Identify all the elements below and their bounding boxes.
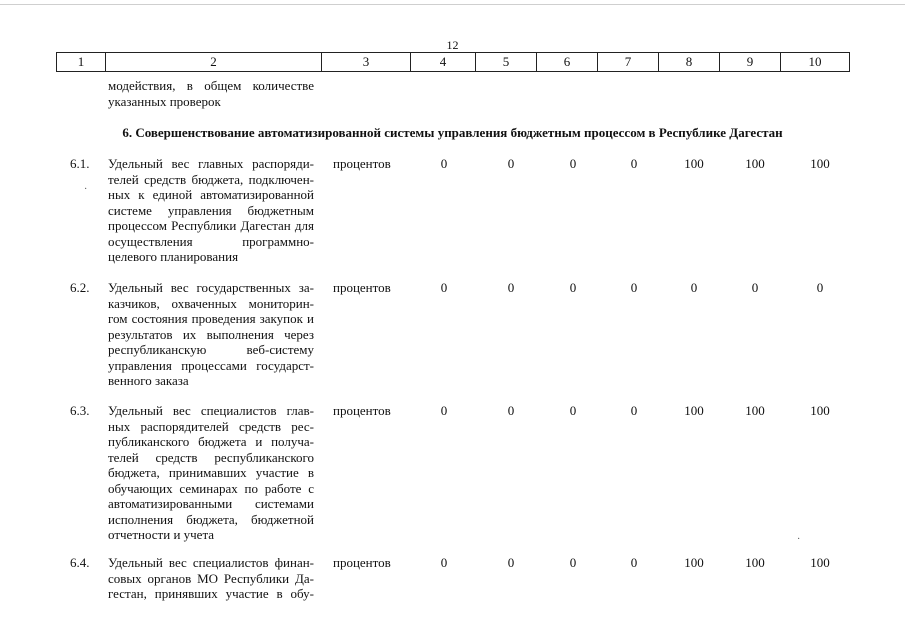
- row-number: 6.4.: [70, 555, 90, 570]
- description-line: отчетности и учета: [108, 527, 215, 542]
- description-line: ных распорядителей средств рес-: [108, 418, 314, 434]
- value-col-4: 0: [440, 156, 448, 171]
- description-line: процессом Республики Дагестан для: [108, 218, 314, 233]
- description-line: автоматизированными системами: [108, 496, 314, 511]
- description-line: целевого планирования: [108, 249, 239, 264]
- value-col-7: 0: [630, 280, 638, 295]
- value-col-9: 100: [745, 555, 765, 570]
- header-col-3: 3: [322, 53, 411, 72]
- value-col-7: 0: [630, 555, 638, 570]
- continued-description: [108, 78, 314, 109]
- row-number: 6.1.: [70, 156, 90, 171]
- row-description: [108, 280, 314, 389]
- value-col-9: 100: [745, 156, 765, 171]
- scan-edge-line: [0, 0, 905, 5]
- value-col-8: 100: [684, 403, 704, 418]
- unit-cell: процентов: [333, 403, 391, 418]
- value-col-7: 0: [630, 403, 638, 418]
- description-line: результатов их выполнения через: [108, 326, 314, 342]
- description-line: венного заказа: [108, 373, 189, 388]
- header-col-1: 1: [57, 53, 106, 72]
- value-col-9: 100: [745, 403, 765, 418]
- header-col-9: 9: [720, 53, 781, 72]
- continued-line: указанных проверок: [108, 93, 221, 109]
- value-col-4: 0: [440, 403, 448, 418]
- value-col-8: 0: [690, 280, 698, 295]
- description-line: Удельный вес специалистов финан-: [108, 555, 314, 570]
- description-line: Удельный вес государственных за-: [108, 280, 314, 295]
- header-col-6: 6: [537, 53, 598, 72]
- description-line: ных к единой автоматизированной: [108, 187, 314, 202]
- row-description: [108, 555, 314, 602]
- row-number: 6.2.: [70, 280, 90, 295]
- description-line: гом состояния проведения закупок и: [108, 311, 314, 326]
- value-col-8: 100: [684, 156, 704, 171]
- description-line: Удельный вес главных распоряди-: [108, 156, 314, 171]
- description-line: исполнения бюджета, бюджетной: [108, 511, 314, 527]
- value-col-10: 100: [810, 156, 830, 171]
- description-line: системе управления бюджетным: [108, 202, 314, 218]
- description-line: телей средств бюджета, подключен-: [108, 171, 314, 187]
- value-col-5: 0: [507, 280, 515, 295]
- description-line: республиканскую веб-систему: [108, 342, 314, 357]
- header-col-10: 10: [781, 53, 850, 72]
- row-description: [108, 156, 314, 265]
- scan-speck: ·: [797, 534, 801, 545]
- header-col-4: 4: [411, 53, 476, 72]
- unit-cell: процентов: [333, 280, 391, 295]
- value-col-4: 0: [440, 280, 448, 295]
- description-line: гестан, принявших участие в обу-: [108, 586, 314, 601]
- value-col-5: 0: [507, 156, 515, 171]
- description-line: публиканского бюджета и получа-: [108, 434, 314, 449]
- description-line: осуществления программно-: [108, 233, 314, 249]
- value-col-6: 0: [569, 156, 577, 171]
- value-col-4: 0: [440, 555, 448, 570]
- value-col-5: 0: [507, 555, 515, 570]
- description-line: управления процессами государст-: [108, 357, 314, 373]
- header-col-5: 5: [476, 53, 537, 72]
- description-line: казчиков, охваченных мониторин-: [108, 295, 314, 311]
- header-col-2: 2: [106, 53, 322, 72]
- value-col-6: 0: [569, 403, 577, 418]
- description-line: Удельный вес специалистов глав-: [108, 403, 314, 418]
- scan-speck: ·: [84, 184, 88, 195]
- value-col-9: 0: [751, 280, 759, 295]
- value-col-8: 100: [684, 555, 704, 570]
- value-col-10: 100: [810, 555, 830, 570]
- description-line: совых органов МО Республики Да-: [108, 570, 314, 586]
- row-description: [108, 403, 314, 543]
- description-line: бюджета, принимавших участие в: [108, 465, 314, 480]
- value-col-10: 0: [816, 280, 824, 295]
- page-number: 12: [446, 38, 459, 52]
- section-title: 6. Совершенствование автоматизированной системы управления бюджетным процессом в Республике Дагестан: [122, 125, 783, 140]
- unit-cell: процентов: [333, 156, 391, 171]
- value-col-10: 100: [810, 403, 830, 418]
- row-number: 6.3.: [70, 403, 90, 418]
- value-col-6: 0: [569, 555, 577, 570]
- header-col-7: 7: [598, 53, 659, 72]
- description-line: обучающих семинарах по работе с: [108, 480, 314, 496]
- column-number-header: [56, 52, 850, 72]
- unit-cell: процентов: [333, 555, 391, 570]
- header-col-8: 8: [659, 53, 720, 72]
- value-col-5: 0: [507, 403, 515, 418]
- description-line: телей средств республиканского: [108, 449, 314, 465]
- value-col-6: 0: [569, 280, 577, 295]
- continued-line: модействия, в общем количестве: [108, 78, 314, 93]
- value-col-7: 0: [630, 156, 638, 171]
